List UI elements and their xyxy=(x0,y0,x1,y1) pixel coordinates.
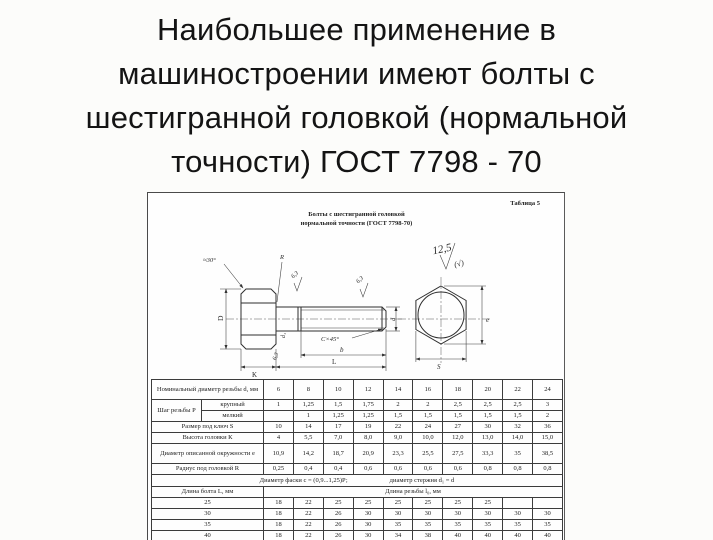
spec-cell: 27,5 xyxy=(443,444,473,464)
spec-cell: 25,5 xyxy=(413,444,443,464)
dim-L-label: L xyxy=(332,358,337,366)
spec-cell: 35 xyxy=(383,520,413,531)
dim-d1-label: d₁ xyxy=(281,332,287,338)
spec-cell: 10 xyxy=(323,380,353,400)
spec-cell: 15,0 xyxy=(533,433,563,444)
spec-cell: 18 xyxy=(264,531,294,540)
spec-cell: 2 xyxy=(533,411,563,422)
spec-cell: 0,6 xyxy=(353,464,383,475)
spec-cell: 10 xyxy=(264,422,294,433)
spec-cell: 13,0 xyxy=(473,433,503,444)
spec-cell: 5,5 xyxy=(293,433,323,444)
surface-roughness-mark xyxy=(431,241,465,269)
spec-cell: 10,9 xyxy=(264,444,294,464)
spec-cell: 27 xyxy=(443,422,473,433)
spec-cell: 34 xyxy=(383,531,413,540)
roughness-value: 12,5 xyxy=(431,241,453,258)
spec-cell: 38,5 xyxy=(533,444,563,464)
spec-cell: 0,8 xyxy=(533,464,563,475)
diameter-header-row xyxy=(152,380,563,400)
title-line-4: точности) ГОСТ 7798 - 70 xyxy=(171,144,542,179)
spec-cell: 22 xyxy=(503,380,533,400)
spec-cell: 25 xyxy=(443,498,473,509)
pitch-coarse-row xyxy=(152,400,563,411)
spec-cell: 35 xyxy=(443,520,473,531)
spec-cell: 20,9 xyxy=(353,444,383,464)
figure-caption-line1: Болты с шестигранной головкой xyxy=(308,211,405,218)
note-rod-text: диаметр стержня d₁ = d xyxy=(389,476,455,484)
spec-cell: 16 xyxy=(413,380,443,400)
spec-cell: 0,4 xyxy=(293,464,323,475)
bolt-length-label: Длина болта L, мм xyxy=(152,487,264,498)
spec-cell: 22 xyxy=(383,422,413,433)
angle-30-label: ≈30° xyxy=(203,257,216,264)
spec-cell: 1,5 xyxy=(323,400,353,411)
spec-cell: 1,75 xyxy=(353,400,383,411)
spec-cell: 36 xyxy=(533,422,563,433)
spec-cell: 30 xyxy=(353,509,383,520)
figure-scan xyxy=(147,192,565,540)
spec-cell: 2 xyxy=(383,400,413,411)
bolt-length-value: 40 xyxy=(152,531,264,540)
spec-cell: 0,4 xyxy=(323,464,353,475)
roughness-63-a: 6,3 xyxy=(290,270,301,280)
spec-cell: 14 xyxy=(293,422,323,433)
spec-cell: 1,5 xyxy=(413,411,443,422)
spec-cell: 1,5 xyxy=(473,411,503,422)
spec-cell: 40 xyxy=(473,531,503,540)
spec-cell: 32 xyxy=(503,422,533,433)
bolt-length-value: 30 xyxy=(152,509,264,520)
spec-cell: 24 xyxy=(413,422,443,433)
length-row-35 xyxy=(152,520,563,531)
spec-cell: 2,5 xyxy=(473,400,503,411)
bolt-length-value: 35 xyxy=(152,520,264,531)
spec-cell: 1,5 xyxy=(383,411,413,422)
roughness-63-b: 6,3 xyxy=(355,275,366,285)
spec-cell: 30 xyxy=(383,509,413,520)
thread-length-label: Длина резьбы l₀, мм xyxy=(264,487,563,498)
spec-cell: 40 xyxy=(533,531,563,540)
spec-cell: 22 xyxy=(293,509,323,520)
spec-cell: 20 xyxy=(473,380,503,400)
spec-cell: 18 xyxy=(264,498,294,509)
spec-cell: 38 xyxy=(413,531,443,540)
head-height-label: Высота головки К xyxy=(152,433,264,444)
spec-cell: 25 xyxy=(473,498,503,509)
spec-cell: 2,5 xyxy=(443,400,473,411)
spec-cell: 18 xyxy=(443,380,473,400)
spec-cell xyxy=(264,411,294,422)
title-line-3: шестигранной головкой (нормальной xyxy=(85,100,628,135)
spec-cell: 30 xyxy=(413,509,443,520)
length-row-40 xyxy=(152,531,563,540)
figure-caption xyxy=(148,210,565,228)
spec-cell: 40 xyxy=(443,531,473,540)
spec-cell: 30 xyxy=(353,520,383,531)
circum-label: Диаметр описанной окружности е xyxy=(152,444,264,464)
spec-cell: 1,5 xyxy=(443,411,473,422)
length-row-25 xyxy=(152,498,563,509)
spec-cell: 30 xyxy=(473,509,503,520)
table-number-label: Таблица 5 xyxy=(510,200,540,207)
wrench-size-row xyxy=(152,422,563,433)
spec-cell: 0,25 xyxy=(264,464,294,475)
head-radius-row xyxy=(152,464,563,475)
length-row-30 xyxy=(152,509,563,520)
radius-label: Радиус под головкой R xyxy=(152,464,264,475)
dim-d-label: d xyxy=(390,317,397,321)
spec-cell: 1 xyxy=(293,411,323,422)
spec-cell: 1,25 xyxy=(293,400,323,411)
spec-cell: 2 xyxy=(413,400,443,411)
roughness-alt: (√) xyxy=(453,258,465,270)
spec-cell: 1,25 xyxy=(353,411,383,422)
spec-cell: 19 xyxy=(353,422,383,433)
spec-cell: 30 xyxy=(353,531,383,540)
spec-cell: 4 xyxy=(264,433,294,444)
bolt-spec-table xyxy=(151,379,563,540)
spec-cell: 25 xyxy=(353,498,383,509)
diameter-label: Номинальный диаметр резьбы d, мм xyxy=(152,380,264,400)
spec-cell: 25 xyxy=(383,498,413,509)
spec-cell: 12 xyxy=(353,380,383,400)
spec-cell: 1 xyxy=(264,400,294,411)
spec-cell: 1,25 xyxy=(323,411,353,422)
pitch-fine-label: мелкий xyxy=(202,411,264,422)
pitch-fine-row xyxy=(152,411,563,422)
spec-cell: 26 xyxy=(323,531,353,540)
head-height-row xyxy=(152,433,563,444)
spec-cell: 25 xyxy=(323,498,353,509)
chamfer-label: C×45° xyxy=(321,336,339,343)
bolt-length-value: 25 xyxy=(152,498,264,509)
spec-cell: 8,0 xyxy=(353,433,383,444)
spec-cell: 14,2 xyxy=(293,444,323,464)
spec-cell: 12,0 xyxy=(443,433,473,444)
title-line-2: машиностроении имеют болты с xyxy=(118,56,595,91)
spec-cell: 35 xyxy=(473,520,503,531)
spec-cell: 22 xyxy=(293,498,323,509)
spec-cell: 30 xyxy=(503,509,533,520)
spec-cell: 26 xyxy=(323,520,353,531)
spec-cell xyxy=(503,498,533,509)
note-chamfer-text: Диаметр фаски с = (0,9...1,25)Р; xyxy=(259,476,348,484)
spec-cell: 14 xyxy=(383,380,413,400)
spec-cell: 6 xyxy=(264,380,294,400)
spec-cell: 0,8 xyxy=(473,464,503,475)
spec-cell: 0,6 xyxy=(413,464,443,475)
spec-cell: 8 xyxy=(293,380,323,400)
wrench-label: Размер под ключ S xyxy=(152,422,264,433)
bolt-technical-drawing xyxy=(148,231,565,379)
spec-cell: 24 xyxy=(533,380,563,400)
roughness-63-c: 6,3 xyxy=(272,352,281,362)
spec-cell: 18,7 xyxy=(323,444,353,464)
spec-cell: 0,6 xyxy=(383,464,413,475)
dim-D-label: D xyxy=(216,315,225,321)
length-header-row xyxy=(152,487,563,498)
spec-cell: 35 xyxy=(533,520,563,531)
spec-cell: 0,6 xyxy=(443,464,473,475)
dim-b-label: b xyxy=(340,346,344,354)
spec-cell: 30 xyxy=(473,422,503,433)
spec-cell: 22 xyxy=(293,531,323,540)
spec-cell: 40 xyxy=(503,531,533,540)
chamfer-note-row xyxy=(152,475,563,487)
spec-cell: 18 xyxy=(264,509,294,520)
dim-e-label: e xyxy=(486,316,490,324)
spec-cell: 26 xyxy=(323,509,353,520)
chamfer-note xyxy=(152,475,563,487)
dim-K-label: K xyxy=(252,371,258,379)
circumscribed-diameter-row xyxy=(152,444,563,464)
dim-S-label: S xyxy=(437,363,441,371)
spec-cell: 0,8 xyxy=(503,464,533,475)
spec-cell xyxy=(533,498,563,509)
title-line-1: Наибольшее применение в xyxy=(156,12,557,47)
spec-cell: 17 xyxy=(323,422,353,433)
spec-cell: 14,0 xyxy=(503,433,533,444)
spec-cell: 30 xyxy=(443,509,473,520)
spec-cell: 18 xyxy=(264,520,294,531)
spec-cell: 35 xyxy=(413,520,443,531)
fillet-radius-label: R xyxy=(280,254,284,261)
spec-cell: 33,3 xyxy=(473,444,503,464)
page-title xyxy=(0,8,713,184)
pitch-label: Шаг резьбы Р xyxy=(152,400,202,422)
spec-cell: 30 xyxy=(533,509,563,520)
spec-cell: 35 xyxy=(503,444,533,464)
spec-cell: 7,0 xyxy=(323,433,353,444)
spec-cell: 25 xyxy=(413,498,443,509)
spec-cell: 3 xyxy=(533,400,563,411)
pitch-coarse-label: крупный xyxy=(202,400,264,411)
bolt-side-view xyxy=(226,289,404,349)
spec-cell: 22 xyxy=(293,520,323,531)
spec-cell: 9,0 xyxy=(383,433,413,444)
figure-caption-line2: нормальной точности (ГОСТ 7798-70) xyxy=(300,220,413,227)
spec-cell: 35 xyxy=(503,520,533,531)
spec-cell: 23,3 xyxy=(383,444,413,464)
hex-head-end-view xyxy=(398,277,490,371)
spec-cell: 2,5 xyxy=(503,400,533,411)
spec-cell: 1,5 xyxy=(503,411,533,422)
spec-cell: 10,0 xyxy=(413,433,443,444)
